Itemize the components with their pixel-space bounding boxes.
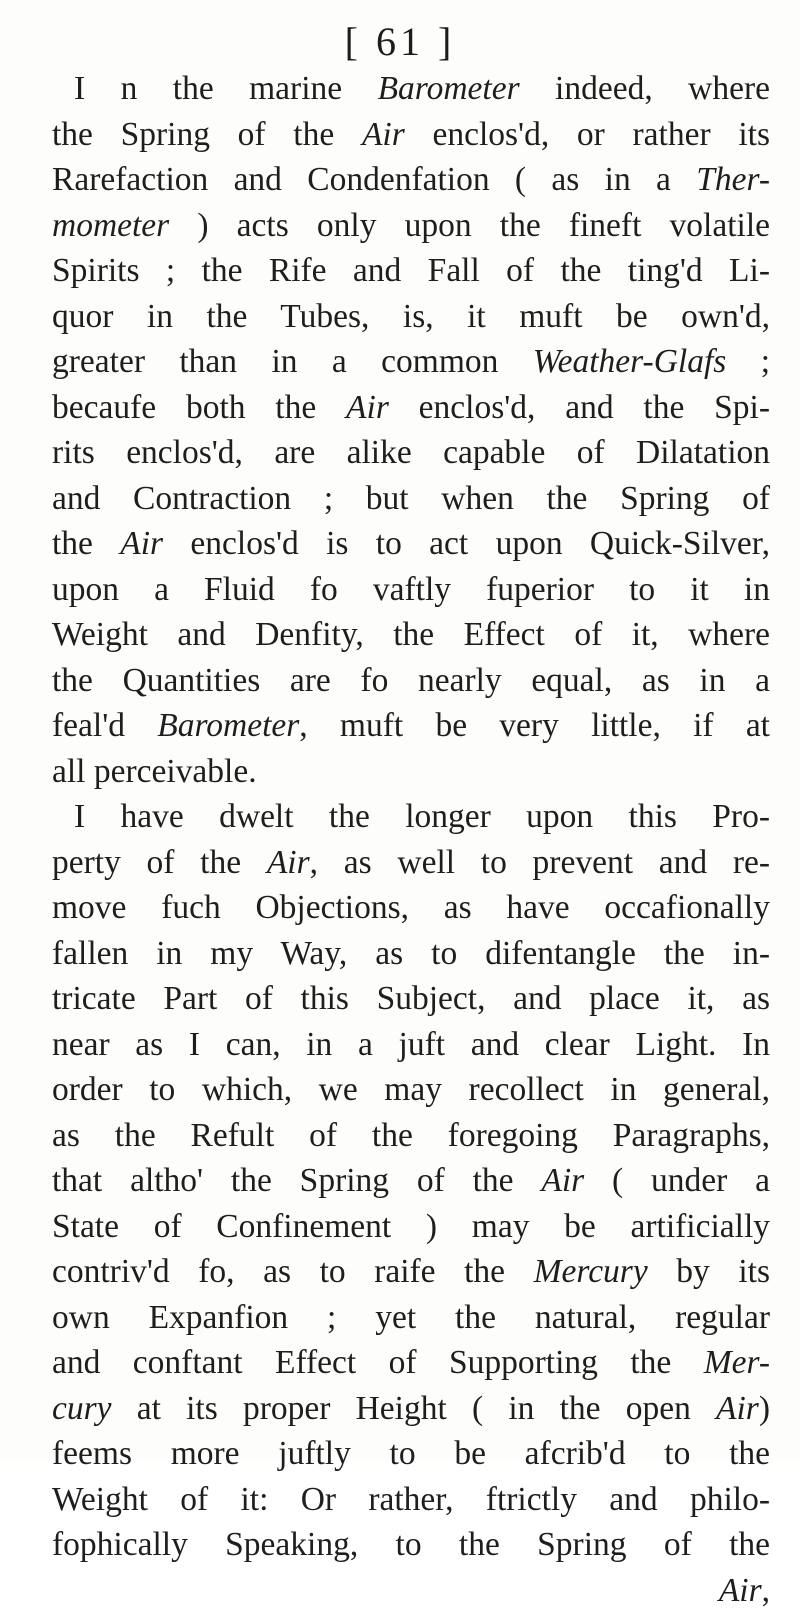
text-line (52, 1067, 770, 1113)
text-line (52, 703, 770, 749)
text-line (52, 1477, 770, 1523)
text-run: and Contraction ; but when the Spring of (52, 480, 770, 517)
text-run: feal'd (52, 707, 157, 744)
text-line (52, 794, 770, 840)
text-run: quor in the Tubes, is, it muft be own'd, (52, 298, 770, 335)
text-line (52, 66, 770, 112)
italic-word: Air (346, 389, 389, 426)
text-line (52, 749, 770, 795)
text-line (52, 1522, 770, 1568)
italic-word: Barometer (157, 707, 299, 744)
text-run: the (52, 525, 120, 562)
text-run: I have dwelt the longer upon this Pro- (74, 798, 770, 835)
text-run: by its (648, 1253, 770, 1290)
text-run: feems more juftly to be afcrib'd to the (52, 1435, 770, 1472)
text-line (52, 1204, 770, 1250)
text-run: ) acts only upon the fineft volatile (169, 207, 770, 244)
text-run: and conftant Effect of Supporting the (52, 1344, 704, 1381)
text-run: Rarefaction and Condenfation ( as in a (52, 161, 696, 198)
text-line (52, 885, 770, 931)
italic-word: mometer (52, 207, 169, 244)
italic-word: Ther- (696, 161, 770, 198)
text-line (52, 1568, 770, 1613)
italic-word: cury (52, 1390, 112, 1427)
text-run: order to which, we may recollect in general, (52, 1071, 770, 1108)
text-line (52, 658, 770, 704)
text-line (52, 521, 770, 567)
text-line (52, 1386, 770, 1432)
text-run: the Quantities are fo nearly equal, as in a (52, 662, 770, 699)
text-run: at its proper Height ( in the open (112, 1390, 717, 1427)
text-run: that altho' the Spring of the (52, 1162, 541, 1199)
text-line (52, 1295, 770, 1341)
text-line (52, 931, 770, 977)
text-line (52, 1113, 770, 1159)
italic-word: Mer- (704, 1344, 770, 1381)
text-line (52, 294, 770, 340)
italic-word: Barometer (378, 70, 520, 107)
text-line (52, 339, 770, 385)
italic-word: Air (120, 525, 163, 562)
text-line (52, 112, 770, 158)
text-run: fallen in my Way, as to difentangle the in- (52, 935, 770, 972)
italic-word: Air (716, 1390, 759, 1427)
italic-word: Air (362, 116, 405, 153)
text-run: fophically Speaking, to the Spring of the (52, 1526, 770, 1563)
text-run: Spirits ; the Rife and Fall of the ting'd Li- (52, 252, 770, 289)
text-line (52, 157, 770, 203)
body-text (52, 66, 770, 1613)
text-run: , (762, 1572, 770, 1609)
text-line (52, 1158, 770, 1204)
italic-word: Weather-Glafs (533, 343, 727, 380)
italic-word: Air (267, 844, 310, 881)
italic-word: Mercury (534, 1253, 648, 1290)
text-line (52, 476, 770, 522)
text-run: contriv'd fo, as to raife the (52, 1253, 534, 1290)
italic-word: Air (541, 1162, 584, 1199)
text-run: near as I can, in a juft and clear Light. In (52, 1026, 770, 1063)
text-line (52, 976, 770, 1022)
text-run: enclos'd is to act upon Quick-Silver, (163, 525, 770, 562)
text-run: enclos'd, or rather its (405, 116, 770, 153)
text-line (52, 612, 770, 658)
text-run: upon a Fluid fo vaftly fuperior to it in (52, 571, 770, 608)
text-run: , as well to prevent and re- (310, 844, 770, 881)
text-line (52, 1340, 770, 1386)
text-run: perty of the (52, 844, 267, 881)
text-line (52, 1022, 770, 1068)
text-run: move fuch Objections, as have occafionally (52, 889, 770, 926)
text-run: own Expanfion ; yet the natural, regular (52, 1299, 770, 1336)
text-line (52, 248, 770, 294)
text-run: enclos'd, and the Spi- (389, 389, 770, 426)
text-run: as the Refult of the foregoing Paragraphs, (52, 1117, 770, 1154)
text-line (52, 840, 770, 886)
text-run: the Spring of the (52, 116, 362, 153)
text-run: ( under a (584, 1162, 770, 1199)
text-run: greater than in a common (52, 343, 533, 380)
text-run: tricate Part of this Subject, and place it, as (52, 980, 770, 1017)
text-run: indeed, where (520, 70, 770, 107)
text-line (52, 385, 770, 431)
text-line (52, 567, 770, 613)
text-run: I n the marine (74, 70, 378, 107)
text-run: ) (759, 1390, 770, 1427)
text-run: becaufe both the (52, 389, 346, 426)
text-line (52, 1431, 770, 1477)
text-line (52, 203, 770, 249)
text-run: Weight of it: Or rather, ftrictly and philo- (52, 1481, 770, 1518)
text-run: , muft be very little, if at (299, 707, 770, 744)
text-run: Weight and Denfity, the Effect of it, where (52, 616, 770, 653)
italic-word: Air (719, 1572, 762, 1609)
text-line (52, 1249, 770, 1295)
text-line (52, 430, 770, 476)
page-number: [ 61 ] (0, 18, 800, 65)
text-run: ; (726, 343, 770, 380)
text-run: rits enclos'd, are alike capable of Dilatation (52, 434, 770, 471)
text-run: all perceivable. (52, 753, 257, 790)
text-run: State of Confinement ) may be artificially (52, 1208, 770, 1245)
